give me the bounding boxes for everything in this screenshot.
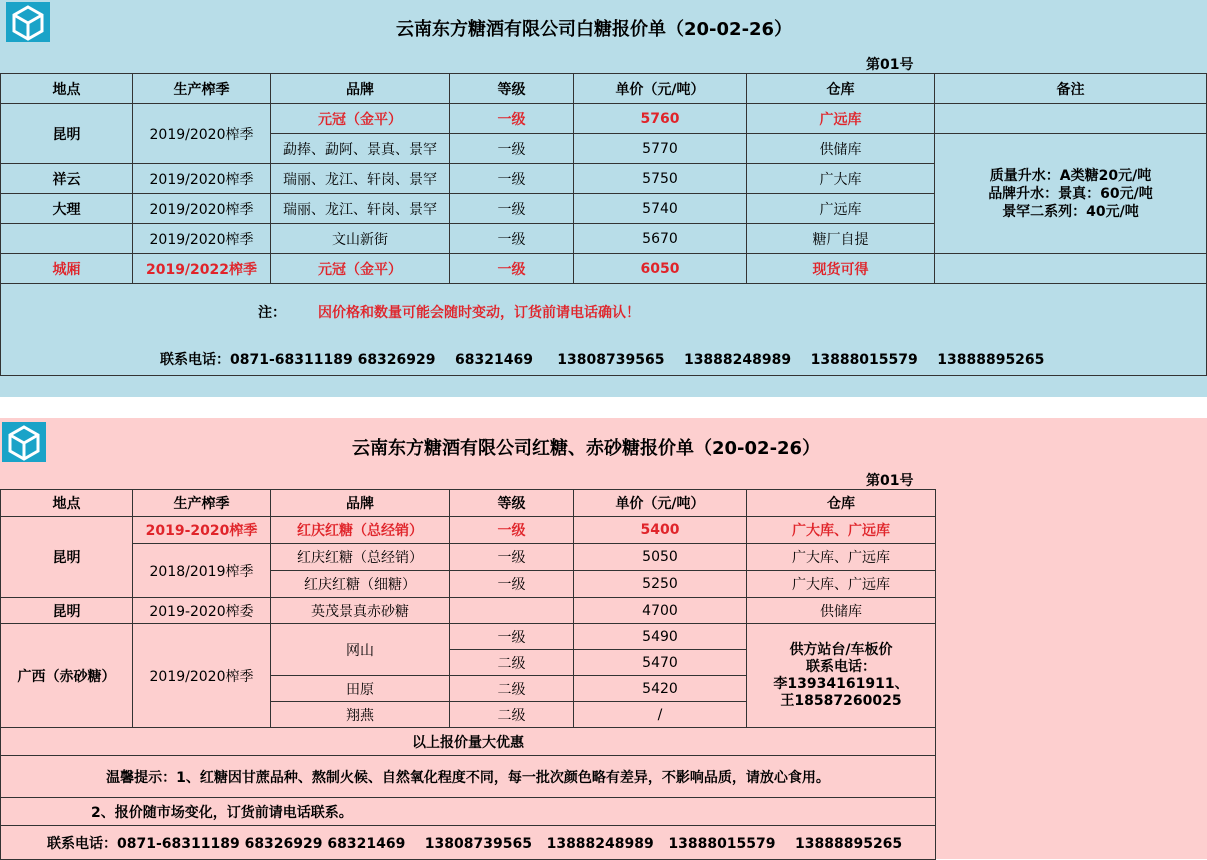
table-row <box>1 544 936 571</box>
header-location: 地点 <box>1 490 133 517</box>
cell-season: 2019-2020榨委 <box>133 598 271 624</box>
remark-line: 品牌升水：景真：60元/吨 <box>988 185 1153 202</box>
brown-sugar-title: 云南东方糖酒有限公司红糖、赤砂糖报价单（20-02-26） <box>352 438 821 459</box>
tip1-row <box>1 756 936 798</box>
table-row <box>1 624 936 650</box>
company-logo-icon <box>6 2 50 42</box>
cell-brand: 文山新街 <box>271 224 450 254</box>
cell-warehouse: 糖厂自提 <box>747 224 935 254</box>
warehouse-line: 联系电话： <box>806 658 876 675</box>
cell-brand: 红庆红糖（总经销） <box>271 517 450 544</box>
cell-location: 城厢 <box>1 254 133 284</box>
header-warehouse: 仓库 <box>747 74 935 104</box>
cell-price: 5670 <box>574 224 747 254</box>
cell-remark-empty <box>935 104 1207 134</box>
cell-price: 5400 <box>574 517 747 544</box>
cell-location: 昆明 <box>1 517 133 598</box>
tip2-row <box>1 798 936 826</box>
cell-grade: 一级 <box>450 571 574 598</box>
cell-price: 5740 <box>574 194 747 224</box>
contact-row <box>1 826 936 860</box>
warehouse-line: 李13934161911、 <box>773 675 909 692</box>
remark-line: 景罕二系列：40元/吨 <box>1002 203 1139 220</box>
cell-season: 2019-2020榨季 <box>133 517 271 544</box>
discount-row <box>1 728 936 756</box>
table-row <box>1 517 936 544</box>
contact-phone: 联系电话：0871-68311189 68326929 68321469 13808739565 13888248989 13888015579 13888895265 <box>1 826 936 860</box>
cell-season: 2019/2020榨季 <box>133 624 271 728</box>
cell-grade: 一级 <box>450 134 574 164</box>
header-grade: 等级 <box>450 74 574 104</box>
cell-warehouse: 广远库 <box>747 194 935 224</box>
cell-grade: 二级 <box>450 650 574 676</box>
cell-grade: 一级 <box>450 104 574 134</box>
cell-location: 祥云 <box>1 164 133 194</box>
cell-remark <box>935 134 1207 254</box>
cell-warehouse: 广大库、广远库 <box>747 571 936 598</box>
header-price: 单价（元/吨） <box>574 74 747 104</box>
header-remark: 备注 <box>935 74 1207 104</box>
white-sugar-title: 云南东方糖酒有限公司白糖报价单（20-02-26） <box>396 19 793 40</box>
white-sugar-number: 第01号 <box>866 57 914 73</box>
cell-brand: 瑞丽、龙江、轩岗、景罕 <box>271 164 450 194</box>
cell-brand: 瑞丽、龙江、轩岗、景罕 <box>271 194 450 224</box>
cell-warehouse-guangxi <box>747 624 936 728</box>
price-change-note: 因价格和数量可能会随时变动，订货前请电话确认！ <box>318 305 640 321</box>
discount-note: 以上报价量大优惠 <box>1 728 936 756</box>
cell-grade: 一级 <box>450 194 574 224</box>
cell-season: 2019/2020榨季 <box>133 224 271 254</box>
header-grade: 等级 <box>450 490 574 517</box>
cell-brand: 元冠（金平） <box>271 104 450 134</box>
cell-season: 2019/2020榨季 <box>133 194 271 224</box>
cell-warehouse: 供储库 <box>747 598 936 624</box>
brown-sugar-number: 第01号 <box>866 473 914 489</box>
header-season: 生产榨季 <box>133 74 271 104</box>
header-location: 地点 <box>1 74 133 104</box>
cell-grade: 二级 <box>450 702 574 728</box>
tip-note-2: 2、报价随市场变化，订货前请电话联系。 <box>1 798 936 826</box>
cell-grade: 二级 <box>450 676 574 702</box>
brown-sugar-table <box>0 489 936 860</box>
header-brand: 品牌 <box>271 490 450 517</box>
cell-brand: 勐捧、勐阿、景真、景罕 <box>271 134 450 164</box>
cell-price: / <box>574 702 747 728</box>
cell-warehouse: 现货可得 <box>747 254 935 284</box>
cell-price: 5760 <box>574 104 747 134</box>
brown-sugar-panel <box>0 418 1207 859</box>
cell-price: 4700 <box>574 598 747 624</box>
cell-brand: 红庆红糖（总经销） <box>271 544 450 571</box>
cell-grade: 一级 <box>450 517 574 544</box>
note-label: 注： <box>258 305 286 321</box>
cell-brand: 翔燕 <box>271 702 450 728</box>
cell-brand: 英茂景真赤砂糖 <box>271 598 450 624</box>
company-logo-icon <box>2 422 46 462</box>
cell-grade: 一级 <box>450 254 574 284</box>
cell-season: 2018/2019榨季 <box>133 544 271 598</box>
cell-remark-empty <box>935 254 1207 284</box>
cell-brand: 元冠（金平） <box>271 254 450 284</box>
table-header-row <box>1 490 936 517</box>
table-header-row <box>1 74 1207 104</box>
cell-warehouse: 广大库、广远库 <box>747 544 936 571</box>
cell-location <box>1 224 133 254</box>
warehouse-line: 王18587260025 <box>780 692 902 709</box>
cell-season: 2019/2022榨季 <box>133 254 271 284</box>
remark-line: 质量升水：A类糖20元/吨 <box>989 167 1152 184</box>
cell-price: 5770 <box>574 134 747 164</box>
cell-season: 2019/2020榨季 <box>133 164 271 194</box>
cell-grade: 一级 <box>450 624 574 650</box>
cell-grade: 一级 <box>450 164 574 194</box>
header-brand: 品牌 <box>271 74 450 104</box>
cell-location: 广西（赤砂糖） <box>1 624 133 728</box>
white-sugar-table <box>0 73 1207 376</box>
cell-price: 5470 <box>574 650 747 676</box>
cell-location: 昆明 <box>1 104 133 164</box>
table-row <box>1 598 936 624</box>
cell-warehouse: 广远库 <box>747 104 935 134</box>
cell-price: 5420 <box>574 676 747 702</box>
cell-warehouse: 广大库 <box>747 164 935 194</box>
white-sugar-panel <box>0 0 1207 397</box>
cell-brand: 田原 <box>271 676 450 702</box>
table-row <box>1 104 1207 134</box>
cell-price: 5490 <box>574 624 747 650</box>
warehouse-line: 供方站台/车板价 <box>789 641 893 658</box>
cell-location: 大理 <box>1 194 133 224</box>
cell-warehouse: 广大库、广远库 <box>747 517 936 544</box>
header-warehouse: 仓库 <box>747 490 936 517</box>
cell-grade <box>450 598 574 624</box>
cell-price: 5250 <box>574 571 747 598</box>
cell-grade: 一级 <box>450 544 574 571</box>
header-price: 单价（元/吨） <box>574 490 747 517</box>
cell-season: 2019/2020榨季 <box>133 104 271 164</box>
cell-price: 6050 <box>574 254 747 284</box>
cell-warehouse: 供储库 <box>747 134 935 164</box>
cell-brand: 网山 <box>271 624 450 676</box>
cell-location: 昆明 <box>1 598 133 624</box>
header-season: 生产榨季 <box>133 490 271 517</box>
tip-note-1: 温馨提示：1、红糖因甘蔗品种、熬制火候、自然氧化程度不同，每一批次颜色略有差异，不影响品质，请放心食用。 <box>1 756 936 798</box>
cell-price: 5050 <box>574 544 747 571</box>
cell-brand: 红庆红糖（细糖） <box>271 571 450 598</box>
cell-grade: 一级 <box>450 224 574 254</box>
contact-phone: 联系电话：0871-68311189 68326929 68321469 13808739565 13888248989 13888015579 13888895265 <box>160 352 1045 368</box>
cell-price: 5750 <box>574 164 747 194</box>
table-row <box>1 254 1207 284</box>
